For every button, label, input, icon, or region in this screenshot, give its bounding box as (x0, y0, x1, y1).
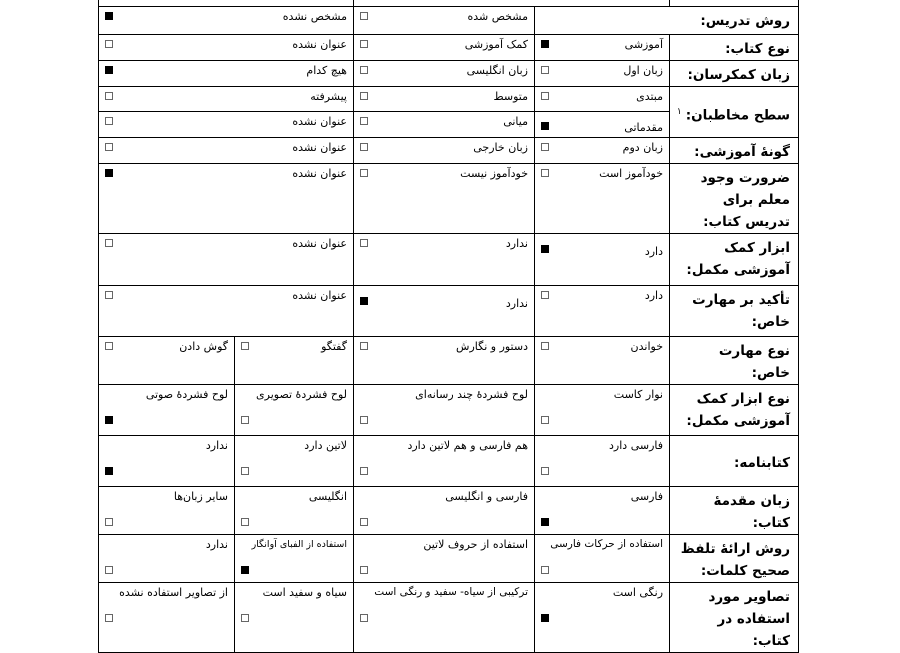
table-row-book-type (99, 35, 799, 61)
checkbox-icon[interactable] (360, 92, 368, 100)
option-cell[interactable] (354, 164, 535, 234)
option-label: لاتین دارد (304, 439, 347, 452)
checkbox-icon[interactable] (360, 239, 368, 247)
option-label: زبان خارجی (473, 141, 528, 154)
option-cell[interactable] (535, 583, 670, 653)
footnote-marker: ۱ (676, 106, 682, 117)
option-cell[interactable] (354, 535, 535, 583)
option-cell[interactable] (535, 138, 670, 164)
evaluation-table (98, 0, 799, 653)
table-row-intro-language (99, 487, 799, 535)
option-cell[interactable] (535, 535, 670, 583)
option-label: ندارد (505, 237, 528, 250)
checkbox-icon[interactable] (360, 40, 368, 48)
checkbox-checked-icon[interactable] (105, 12, 113, 20)
row-label: زبان کمکرسان: (670, 61, 799, 87)
row-label: روش ارائهٔ تلفظ صحیح کلمات: (670, 535, 799, 583)
checkbox-icon[interactable] (241, 416, 249, 424)
row-label: ابزار کمک آموزشی مکمل: (670, 234, 799, 286)
table-row-aid-type (99, 385, 799, 436)
checkbox-icon[interactable] (360, 518, 368, 526)
row-label: نوع مهارت خاص: (670, 337, 799, 385)
option-label: مشخص شده (467, 10, 528, 23)
checkbox-icon[interactable] (360, 143, 368, 151)
option-cell[interactable] (535, 385, 670, 436)
checkbox-icon[interactable] (360, 117, 368, 125)
option-cell[interactable] (535, 61, 670, 87)
option-label: لوح فشردهٔ چند رسانه‌ای (415, 388, 528, 401)
checkbox-icon[interactable] (105, 117, 113, 125)
option-label: رنگی است (612, 586, 663, 599)
checkbox-checked-icon[interactable] (105, 66, 113, 74)
checkbox-checked-icon[interactable] (541, 40, 549, 48)
option-label: پیشرفته (310, 90, 347, 103)
checkbox-checked-icon[interactable] (360, 297, 368, 305)
checkbox-checked-icon[interactable] (541, 614, 549, 622)
option-cell[interactable] (354, 112, 535, 138)
option-label: عنوان نشده (292, 237, 347, 250)
checkbox-icon[interactable] (105, 40, 113, 48)
option-cell[interactable] (535, 87, 670, 112)
option-label: دستور و نگارش (456, 340, 528, 353)
option-label: سیاه و سفید است (262, 586, 347, 599)
checkbox-checked-icon[interactable] (541, 122, 549, 130)
option-label: مبتدی (636, 90, 663, 103)
option-label: هیچ کدام (306, 64, 347, 77)
option-cell[interactable] (354, 61, 535, 87)
checkbox-icon[interactable] (105, 342, 113, 350)
option-label: زبان انگلیسی (466, 64, 528, 77)
evaluation-form (98, 0, 798, 653)
option-label: فارسی (630, 490, 663, 503)
checkbox-icon[interactable] (241, 518, 249, 526)
option-label: استفاده از حروف لاتین (423, 538, 528, 551)
option-label: عنوان نشده (292, 115, 347, 128)
row-label: روش تدریس: (535, 7, 799, 35)
table-row-images (99, 583, 799, 653)
checkbox-icon[interactable] (105, 239, 113, 247)
option-label: لوح فشردهٔ صوتی (145, 388, 228, 401)
checkbox-icon[interactable] (541, 291, 549, 299)
option-cell[interactable] (235, 436, 354, 487)
option-cell[interactable] (235, 535, 354, 583)
option-label: هم فارسی و هم لاتین دارد (407, 439, 528, 452)
row-label: زبان مقدمهٔ کتاب: (670, 487, 799, 535)
row-label-text: سطح مخاطبان: (685, 107, 790, 124)
option-label: عنوان نشده (292, 289, 347, 302)
option-label: کمک آموزشی (464, 38, 528, 51)
option-label: ترکیبی از سیاه- سفید و رنگی است (374, 586, 528, 598)
option-cell[interactable] (354, 7, 535, 35)
option-cell[interactable] (99, 535, 235, 583)
option-cell[interactable] (99, 385, 235, 436)
checkbox-icon[interactable] (241, 614, 249, 622)
option-cell[interactable] (535, 35, 670, 61)
option-cell[interactable] (99, 61, 354, 87)
option-cell[interactable] (99, 583, 235, 653)
checkbox-icon[interactable] (360, 467, 368, 475)
table-row-skill-type (99, 337, 799, 385)
option-cell[interactable] (535, 234, 670, 286)
option-cell[interactable] (354, 436, 535, 487)
checkbox-checked-icon[interactable] (541, 245, 549, 253)
option-cell[interactable] (99, 35, 354, 61)
option-cell[interactable] (235, 583, 354, 653)
row-label (670, 87, 799, 138)
checkbox-icon[interactable] (541, 342, 549, 350)
checkbox-icon[interactable] (360, 66, 368, 74)
option-cell[interactable] (99, 112, 354, 138)
option-cell[interactable] (99, 337, 235, 385)
table-row-teacher-necessity (99, 164, 799, 234)
option-label: ندارد (505, 297, 528, 310)
table-row-skill-emphasis (99, 286, 799, 337)
option-label: سایر زبان‌ها (173, 490, 228, 503)
option-label: دارد (644, 245, 663, 258)
option-label: فارسی و انگلیسی (445, 490, 528, 503)
table-row-helper-language (99, 61, 799, 87)
row-label: نوع کتاب: (670, 35, 799, 61)
option-label: عنوان نشده (292, 141, 347, 154)
option-label: مشخص نشده (282, 10, 347, 23)
table-row-educational-type (99, 138, 799, 164)
checkbox-icon[interactable] (360, 342, 368, 350)
option-label: ندارد (205, 439, 228, 452)
checkbox-checked-icon[interactable] (105, 169, 113, 177)
checkbox-icon[interactable] (105, 614, 113, 622)
checkbox-icon[interactable] (541, 169, 549, 177)
option-label: گفتگو (321, 340, 347, 353)
option-cell[interactable] (354, 35, 535, 61)
checkbox-icon[interactable] (541, 416, 549, 424)
checkbox-checked-icon[interactable] (241, 566, 249, 574)
checkbox-icon[interactable] (105, 291, 113, 299)
option-cell[interactable] (99, 286, 354, 337)
checkbox-checked-icon[interactable] (105, 467, 113, 475)
checkbox-checked-icon[interactable] (541, 518, 549, 526)
row-label: تأکید بر مهارت خاص: (670, 286, 799, 337)
row-label: نوع ابزار کمک آموزشی مکمل: (670, 385, 799, 436)
option-cell[interactable] (354, 234, 535, 286)
option-label: آموزشی (624, 38, 663, 51)
option-cell[interactable] (235, 385, 354, 436)
option-cell[interactable] (99, 436, 235, 487)
option-label: ندارد (205, 538, 228, 551)
option-cell[interactable] (235, 337, 354, 385)
option-cell[interactable] (354, 385, 535, 436)
option-cell[interactable] (99, 164, 354, 234)
option-cell[interactable] (535, 286, 670, 337)
option-label: زبان دوم (622, 141, 663, 154)
option-cell[interactable] (535, 436, 670, 487)
checkbox-icon[interactable] (541, 566, 549, 574)
checkbox-icon[interactable] (541, 467, 549, 475)
option-label: نوار کاست (613, 388, 663, 401)
option-cell[interactable] (354, 487, 535, 535)
checkbox-icon[interactable] (105, 566, 113, 574)
table-row-pronunciation (99, 535, 799, 583)
option-label: از تصاویر استفاده نشده (119, 586, 228, 599)
table-row-teaching-method (99, 7, 799, 35)
checkbox-icon[interactable] (541, 66, 549, 74)
option-label: عنوان نشده (292, 167, 347, 180)
checkbox-icon[interactable] (360, 12, 368, 20)
option-label: فارسی دارد (609, 439, 663, 452)
option-cell[interactable] (99, 234, 354, 286)
option-cell[interactable] (535, 337, 670, 385)
option-label: استفاده از حرکات فارسی (550, 538, 663, 550)
option-cell[interactable] (354, 87, 535, 112)
option-cell[interactable] (354, 337, 535, 385)
row-label: تصاویر مورد استفاده در کتاب: (670, 583, 799, 653)
checkbox-icon[interactable] (105, 518, 113, 526)
checkbox-icon[interactable] (541, 92, 549, 100)
checkbox-icon[interactable] (360, 614, 368, 622)
checkbox-icon[interactable] (105, 92, 113, 100)
option-label: خواندن (630, 340, 663, 353)
option-cell[interactable] (354, 138, 535, 164)
row-label: گونهٔ آموزشی: (670, 138, 799, 164)
checkbox-icon[interactable] (541, 143, 549, 151)
checkbox-icon[interactable] (241, 342, 249, 350)
option-cell[interactable] (235, 487, 354, 535)
option-label: گوش دادن (179, 340, 228, 353)
option-cell[interactable] (354, 583, 535, 653)
row-label: کتابنامه: (670, 436, 799, 487)
option-label: استفاده از الفبای آوانگار (251, 539, 347, 550)
table-row-supplementary-aids (99, 234, 799, 286)
table-row-audience-level (99, 87, 799, 112)
option-label: دارد (644, 289, 663, 302)
option-label: عنوان نشده (292, 38, 347, 51)
option-cell[interactable] (354, 286, 535, 337)
row-label: ضرورت وجود معلم برای تدریس کتاب: (670, 164, 799, 234)
option-label: میانی (503, 115, 528, 128)
option-label: مقدماتی (624, 121, 663, 134)
option-cell[interactable] (535, 487, 670, 535)
option-cell[interactable] (535, 112, 670, 138)
option-label: زبان اول (623, 64, 663, 77)
checkbox-icon[interactable] (360, 416, 368, 424)
option-label: انگلیسی (308, 490, 347, 503)
checkbox-icon[interactable] (360, 566, 368, 574)
table-row-bibliography (99, 436, 799, 487)
option-cell[interactable] (99, 87, 354, 112)
checkbox-icon[interactable] (241, 467, 249, 475)
checkbox-checked-icon[interactable] (105, 416, 113, 424)
option-label: متوسط (493, 90, 528, 103)
option-label: لوح فشردهٔ تصویری (256, 388, 347, 401)
option-cell[interactable] (99, 487, 235, 535)
checkbox-icon[interactable] (360, 169, 368, 177)
option-cell[interactable] (535, 164, 670, 234)
option-label: خودآموز نیست (460, 167, 528, 180)
option-cell[interactable] (99, 138, 354, 164)
option-label: خودآموز است (599, 167, 663, 180)
checkbox-icon[interactable] (105, 143, 113, 151)
option-cell[interactable] (99, 7, 354, 35)
